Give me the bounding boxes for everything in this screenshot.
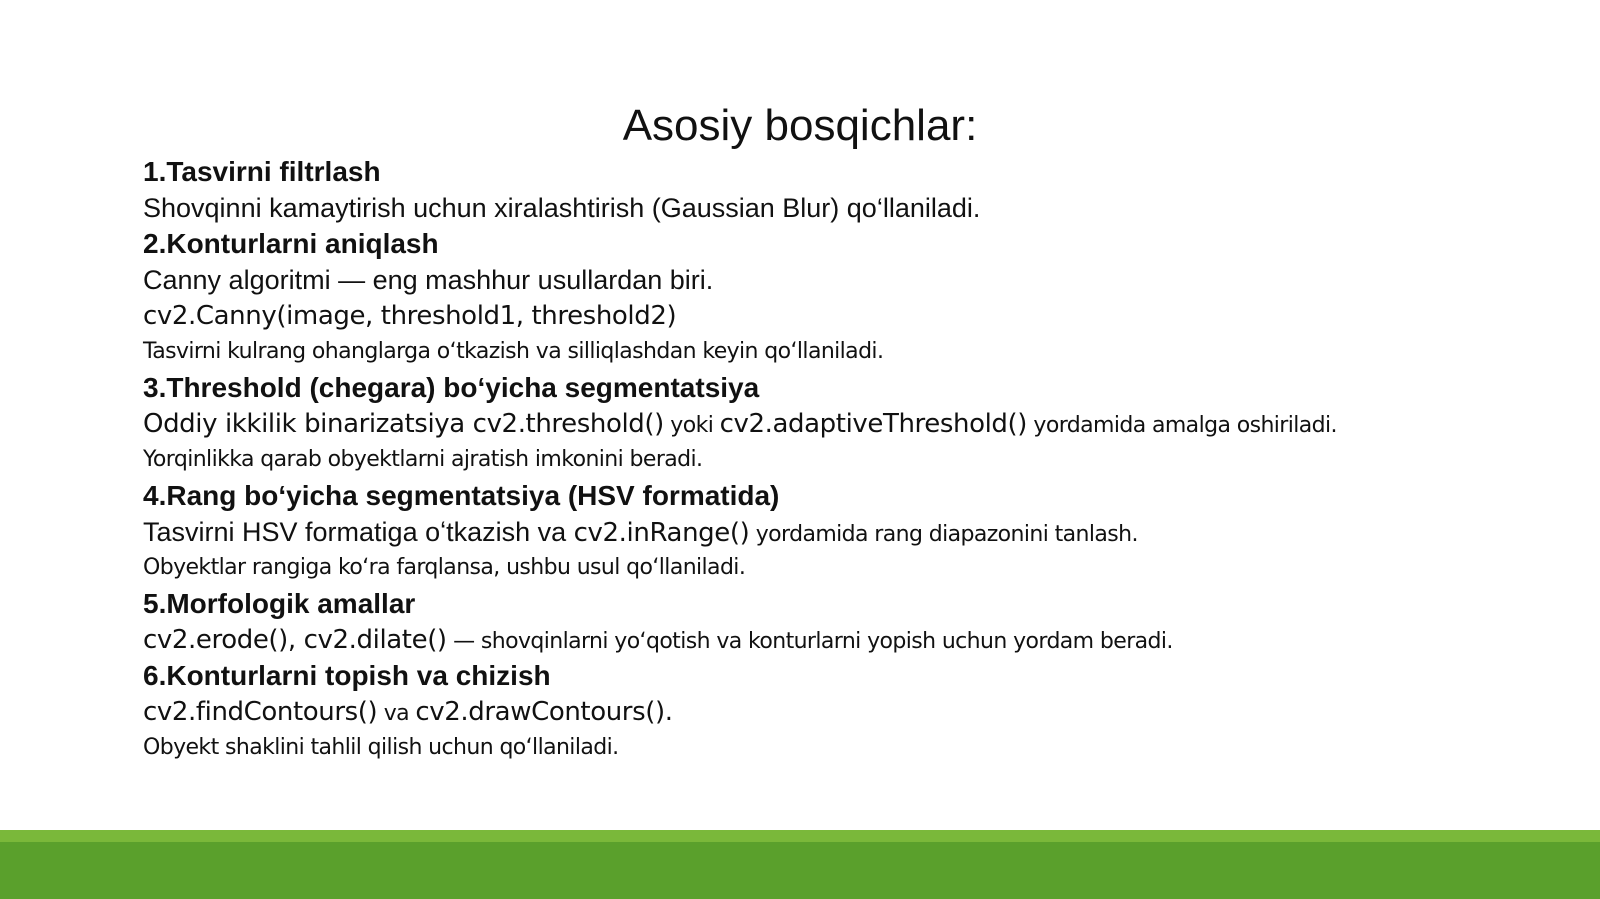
step-heading: 1.Tasvirni filtrlash [143,156,381,187]
code-text: cv2.erode(), cv2.dilate() [143,625,447,655]
content-line [143,658,1563,694]
footer-band-light [0,830,1600,842]
content-line [143,514,1563,550]
content-line [143,586,1563,622]
step-text: Obyektlar rangiga koʻra farqlansa, ushbu usul qo‘llaniladi. [143,555,746,580]
step-text: Canny algoritmi — eng mashhur usullardan biri. [143,265,714,295]
step-text: Oddiy ikkilik binarizatsiya [143,409,473,439]
step-heading: 4.Rang bo‘yicha segmentatsiya (HSV formatida) [143,480,780,511]
content-line [143,550,1563,586]
step-text: yordamida rang diapazonini tanlash. [749,522,1138,547]
slide-title: Asosiy bosqichlar: [622,101,978,150]
content-line [143,226,1563,262]
step-heading: 3.Threshold (chegara) bo‘yicha segmentatsiya [143,372,760,403]
content-line [143,190,1563,226]
step-heading: 2.Konturlarni aniqlash [143,228,439,259]
step-heading: 6.Konturlarni topish va chizish [143,660,551,691]
step-text: va [377,701,416,726]
step-text: Obyekt shaklini tahlil qilish uchun qo‘llaniladi. [143,735,619,760]
content-line [143,442,1563,478]
step-text: Tasvirni HSV formatiga oʻtkazish va [143,517,574,547]
content-line [143,694,1563,730]
step-heading: 5.Morfologik amallar [143,588,416,619]
slide-content [143,154,1563,766]
step-text: Yorqinlikka qarab obyektlarni ajratish imkonini beradi. [143,447,703,472]
step-text: — shovqinlarni yoʻqotish va konturlarni yopish uchun yordam beradi. [446,629,1173,654]
footer-band-dark [0,842,1600,899]
code-text: cv2.findContours() [143,697,378,727]
code-text: cv2.inRange() [573,518,750,548]
code-text: cv2.drawContours(). [415,697,673,727]
step-text: Tasvirni kulrang ohanglarga oʻtkazish va silliqlashdan keyin qo‘llaniladi. [143,339,884,364]
content-line [143,406,1563,442]
content-line [143,154,1563,190]
content-line [143,262,1563,298]
content-line [143,298,1563,334]
content-line [143,730,1563,766]
step-text: yordamida amalga oshiriladi. [1027,413,1337,438]
content-line [143,478,1563,514]
code-text: cv2.adaptiveThreshold() [719,409,1028,439]
content-line [143,622,1563,658]
code-text: cv2.threshold() [472,409,664,439]
step-text: Shovqinni kamaytirish uchun xiralashtirish (Gaussian Blur) qo‘llaniladi. [143,193,981,223]
step-text: yoki [663,413,720,438]
content-line [143,334,1563,370]
code-text: cv2.Canny(image, threshold1, threshold2) [143,301,677,331]
content-line [143,370,1563,406]
